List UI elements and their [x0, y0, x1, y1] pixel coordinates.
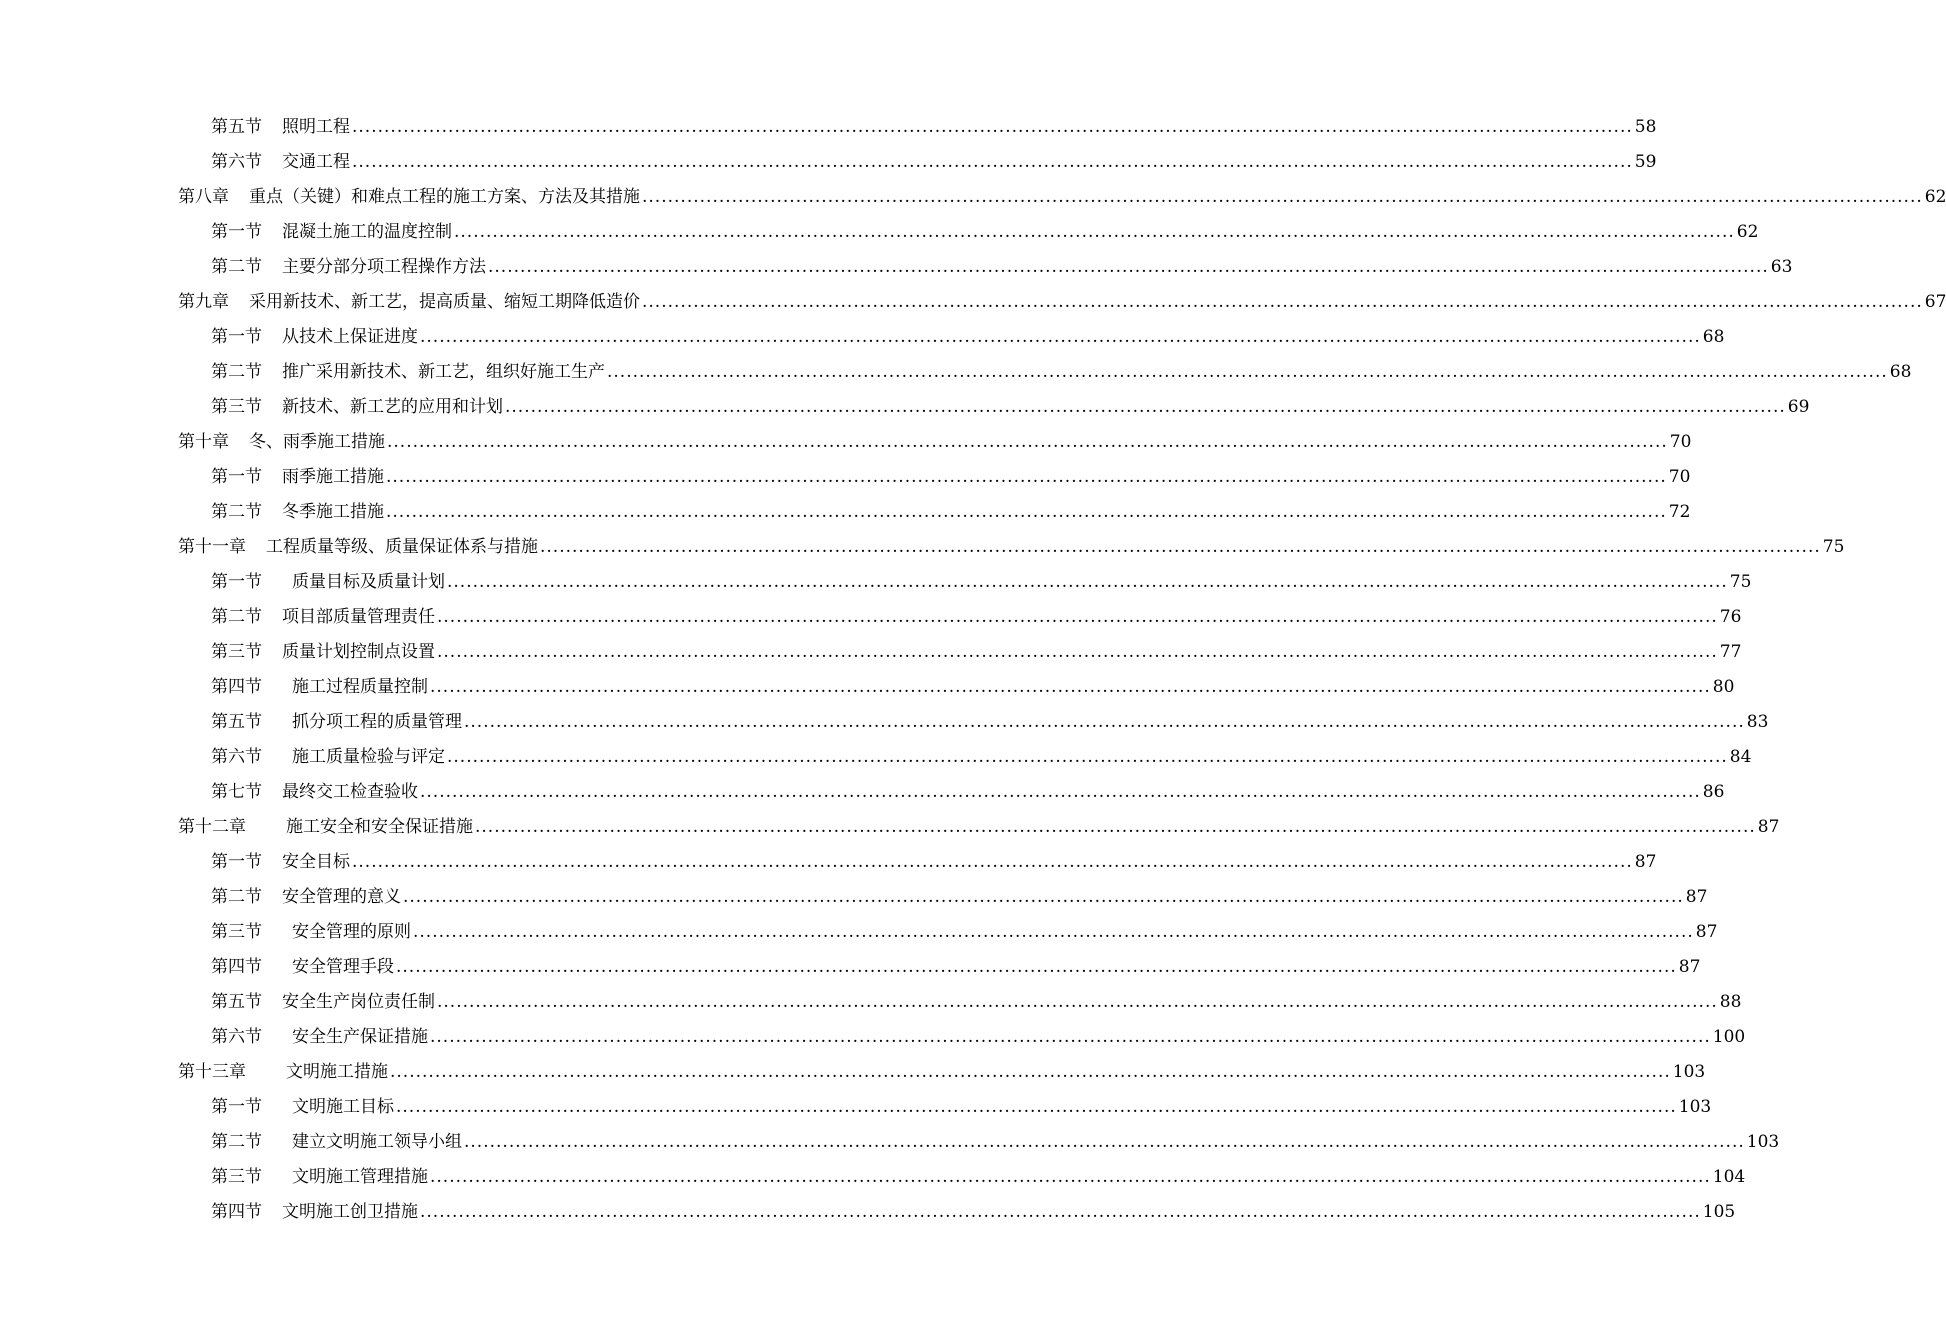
toc-section-row[interactable]	[0, 565, 1752, 600]
dot-leader: ........................................................................................................................................................................................................	[420, 1202, 1701, 1222]
toc-label: 第六节	[211, 747, 262, 767]
toc-title: 建立文明施工领导小组	[292, 1132, 462, 1152]
toc-title: 安全管理手段	[292, 957, 394, 977]
toc-page-number: 62	[1924, 187, 1946, 207]
toc-section-row[interactable]	[0, 600, 1742, 635]
dot-leader: ........................................................................................................................................................................................................	[430, 1167, 1711, 1187]
toc-chapter-row[interactable]	[0, 530, 1845, 565]
toc-label: 第七节	[211, 782, 262, 802]
dot-leader: ........................................................................................................................................................................................................	[387, 432, 1668, 452]
toc-label: 第二节	[211, 607, 262, 627]
toc-label: 第四节	[211, 677, 262, 697]
dot-leader: ........................................................................................................................................................................................................	[396, 1097, 1677, 1117]
toc-page-number: 72	[1668, 502, 1691, 522]
toc-label: 第一节	[211, 852, 262, 872]
toc-page-number: 80	[1712, 677, 1735, 697]
toc-label: 第一节	[211, 222, 262, 242]
toc-title: 重点（关键）和难点工程的施工方案、方法及其措施	[249, 187, 640, 207]
toc-title: 施工安全和安全保证措施	[286, 817, 473, 837]
toc-section-row[interactable]	[0, 215, 1759, 250]
toc-title: 文明施工创卫措施	[282, 1202, 418, 1222]
toc-section-row[interactable]	[0, 880, 1708, 915]
toc-page-number: 75	[1822, 537, 1845, 557]
toc-title: 安全生产岗位责任制	[282, 992, 435, 1012]
toc-title: 交通工程	[282, 152, 350, 172]
toc-page-number: 87	[1634, 852, 1657, 872]
toc-label: 第六节	[211, 1027, 262, 1047]
toc-chapter-row[interactable]	[0, 180, 1946, 215]
toc-page-number: 76	[1719, 607, 1742, 627]
dot-leader: ........................................................................................................................................................................................................	[413, 922, 1694, 942]
toc-page-number: 87	[1685, 887, 1708, 907]
toc-title: 从技术上保证进度	[282, 327, 418, 347]
toc-label: 第一节	[211, 467, 262, 487]
toc-label: 第三节	[211, 642, 262, 662]
dot-leader: ........................................................................................................................................................................................................	[390, 1062, 1671, 1082]
toc-section-row[interactable]	[0, 355, 1912, 390]
toc-section-row[interactable]	[0, 985, 1742, 1020]
toc-title: 雨季施工措施	[282, 467, 384, 487]
dot-leader: ........................................................................................................................................................................................................	[420, 327, 1701, 347]
toc-page-number: 104	[1712, 1167, 1746, 1187]
dot-leader: ........................................................................................................................................................................................................	[386, 467, 1667, 487]
dot-leader: ........................................................................................................................................................................................................	[464, 712, 1745, 732]
toc-section-row[interactable]	[0, 845, 1657, 880]
toc-title: 新技术、新工艺的应用和计划	[282, 397, 503, 417]
dot-leader: ........................................................................................................................................................................................................	[352, 852, 1633, 872]
toc-page-number: 70	[1669, 432, 1692, 452]
toc-label: 第九章	[178, 292, 229, 312]
toc-label: 第六节	[211, 152, 262, 172]
dot-leader: ........................................................................................................................................................................................................	[430, 1027, 1711, 1047]
toc-title: 施工过程质量控制	[292, 677, 428, 697]
toc-title: 采用新技术、新工艺，提高质量、缩短工期降低造价	[249, 292, 640, 312]
toc-page-number: 87	[1757, 817, 1780, 837]
dot-leader: ........................................................................................................................................................................................................	[447, 572, 1728, 592]
toc-title: 项目部质量管理责任	[282, 607, 435, 627]
dot-leader: ........................................................................................................................................................................................................	[386, 502, 1667, 522]
toc-label: 第一节	[211, 327, 262, 347]
dot-leader: ........................................................................................................................................................................................................	[437, 607, 1718, 627]
toc-title: 冬季施工措施	[282, 502, 384, 522]
toc-label: 第十二章	[178, 817, 246, 837]
toc-label: 第一节	[211, 572, 262, 592]
toc-label: 第一节	[211, 1097, 262, 1117]
toc-page-number: 103	[1678, 1097, 1712, 1117]
dot-leader: ........................................................................................................................................................................................................	[505, 397, 1786, 417]
toc-title: 冬、雨季施工措施	[249, 432, 385, 452]
toc-title: 安全目标	[282, 852, 350, 872]
toc-page-number: 86	[1702, 782, 1725, 802]
toc-title: 主要分部分项工程操作方法	[282, 257, 486, 277]
toc-label: 第三节	[211, 397, 262, 417]
toc-section-row[interactable]	[0, 740, 1752, 775]
dot-leader: ........................................................................................................................................................................................................	[403, 887, 1684, 907]
toc-label: 第四节	[211, 1202, 262, 1222]
toc-page-number: 87	[1695, 922, 1718, 942]
dot-leader: ........................................................................................................................................................................................................	[475, 817, 1756, 837]
toc-title: 质量目标及质量计划	[292, 572, 445, 592]
toc-section-row[interactable]	[0, 320, 1725, 355]
toc-section-row[interactable]	[0, 110, 1657, 145]
toc-page-number: 87	[1678, 957, 1701, 977]
toc-page-number: 69	[1787, 397, 1810, 417]
dot-leader: ........................................................................................................................................................................................................	[437, 642, 1718, 662]
dot-leader: ........................................................................................................................................................................................................	[396, 957, 1677, 977]
dot-leader: ........................................................................................................................................................................................................	[437, 992, 1718, 1012]
toc-label: 第五节	[211, 712, 262, 732]
table-of-contents	[0, 110, 1946, 1230]
toc-title: 质量计划控制点设置	[282, 642, 435, 662]
toc-chapter-row[interactable]	[0, 425, 1692, 460]
toc-section-row[interactable]	[0, 1020, 1746, 1055]
toc-section-row[interactable]	[0, 1160, 1746, 1195]
toc-page-number: 68	[1702, 327, 1725, 347]
toc-page-number: 84	[1729, 747, 1752, 767]
toc-label: 第二节	[211, 362, 262, 382]
toc-label: 第十一章	[178, 537, 246, 557]
toc-section-row[interactable]	[0, 1125, 1780, 1160]
toc-chapter-row[interactable]	[0, 285, 1946, 320]
toc-page-number: 105	[1702, 1202, 1736, 1222]
dot-leader: ........................................................................................................................................................................................................	[642, 187, 1923, 207]
toc-title: 最终交工检查验收	[282, 782, 418, 802]
toc-section-row[interactable]	[0, 1195, 1736, 1230]
toc-page-number: 70	[1668, 467, 1691, 487]
toc-label: 第十章	[178, 432, 229, 452]
toc-section-row[interactable]	[0, 635, 1742, 670]
toc-label: 第四节	[211, 957, 262, 977]
toc-page-number: 68	[1889, 362, 1912, 382]
dot-leader: ........................................................................................................................................................................................................	[352, 117, 1633, 137]
dot-leader: ........................................................................................................................................................................................................	[540, 537, 1821, 557]
toc-section-row[interactable]	[0, 950, 1701, 985]
toc-section-row[interactable]	[0, 390, 1810, 425]
toc-title: 混凝土施工的温度控制	[282, 222, 452, 242]
toc-title: 工程质量等级、质量保证体系与措施	[266, 537, 538, 557]
toc-title: 抓分项工程的质量管理	[292, 712, 462, 732]
toc-page-number: 83	[1746, 712, 1769, 732]
toc-section-row[interactable]	[0, 250, 1793, 285]
toc-title: 安全管理的原则	[292, 922, 411, 942]
dot-leader: ........................................................................................................................................................................................................	[488, 257, 1769, 277]
toc-title: 安全管理的意义	[282, 887, 401, 907]
dot-leader: ........................................................................................................................................................................................................	[352, 152, 1633, 172]
toc-section-row[interactable]	[0, 670, 1735, 705]
toc-section-row[interactable]	[0, 705, 1769, 740]
toc-page-number: 63	[1770, 257, 1793, 277]
toc-page-number: 67	[1924, 292, 1946, 312]
toc-page-number: 62	[1736, 222, 1759, 242]
toc-chapter-row[interactable]	[0, 1055, 1706, 1090]
toc-section-row[interactable]	[0, 1090, 1712, 1125]
toc-label: 第三节	[211, 1167, 262, 1187]
dot-leader: ........................................................................................................................................................................................................	[420, 782, 1701, 802]
toc-page-number: 88	[1719, 992, 1742, 1012]
toc-section-row[interactable]	[0, 145, 1657, 180]
toc-section-row[interactable]	[0, 460, 1691, 495]
toc-title: 照明工程	[282, 117, 350, 137]
toc-label: 第三节	[211, 922, 262, 942]
dot-leader: ........................................................................................................................................................................................................	[642, 292, 1923, 312]
toc-section-row[interactable]	[0, 775, 1725, 810]
dot-leader: ........................................................................................................................................................................................................	[454, 222, 1735, 242]
toc-label: 第五节	[211, 992, 262, 1012]
dot-leader: ........................................................................................................................................................................................................	[447, 747, 1728, 767]
toc-label: 第二节	[211, 502, 262, 522]
toc-page-number: 59	[1634, 152, 1657, 172]
toc-section-row[interactable]	[0, 495, 1691, 530]
toc-label: 第二节	[211, 257, 262, 277]
toc-title: 施工质量检验与评定	[292, 747, 445, 767]
toc-page-number: 75	[1729, 572, 1752, 592]
toc-label: 第十三章	[178, 1062, 246, 1082]
toc-chapter-row[interactable]	[0, 810, 1780, 845]
toc-label: 第八章	[178, 187, 229, 207]
toc-title: 安全生产保证措施	[292, 1027, 428, 1047]
toc-page-number: 103	[1672, 1062, 1706, 1082]
toc-title: 推广采用新技术、新工艺，组织好施工生产	[282, 362, 605, 382]
dot-leader: ........................................................................................................................................................................................................	[607, 362, 1888, 382]
toc-page-number: 103	[1746, 1132, 1780, 1152]
toc-label: 第五节	[211, 117, 262, 137]
dot-leader: ........................................................................................................................................................................................................	[464, 1132, 1745, 1152]
toc-page-number: 58	[1634, 117, 1657, 137]
dot-leader: ........................................................................................................................................................................................................	[430, 677, 1711, 697]
toc-page-number: 77	[1719, 642, 1742, 662]
toc-title: 文明施工目标	[292, 1097, 394, 1117]
toc-page-number: 100	[1712, 1027, 1746, 1047]
toc-title: 文明施工管理措施	[292, 1167, 428, 1187]
toc-section-row[interactable]	[0, 915, 1718, 950]
toc-label: 第二节	[211, 1132, 262, 1152]
toc-title: 文明施工措施	[286, 1062, 388, 1082]
toc-label: 第二节	[211, 887, 262, 907]
